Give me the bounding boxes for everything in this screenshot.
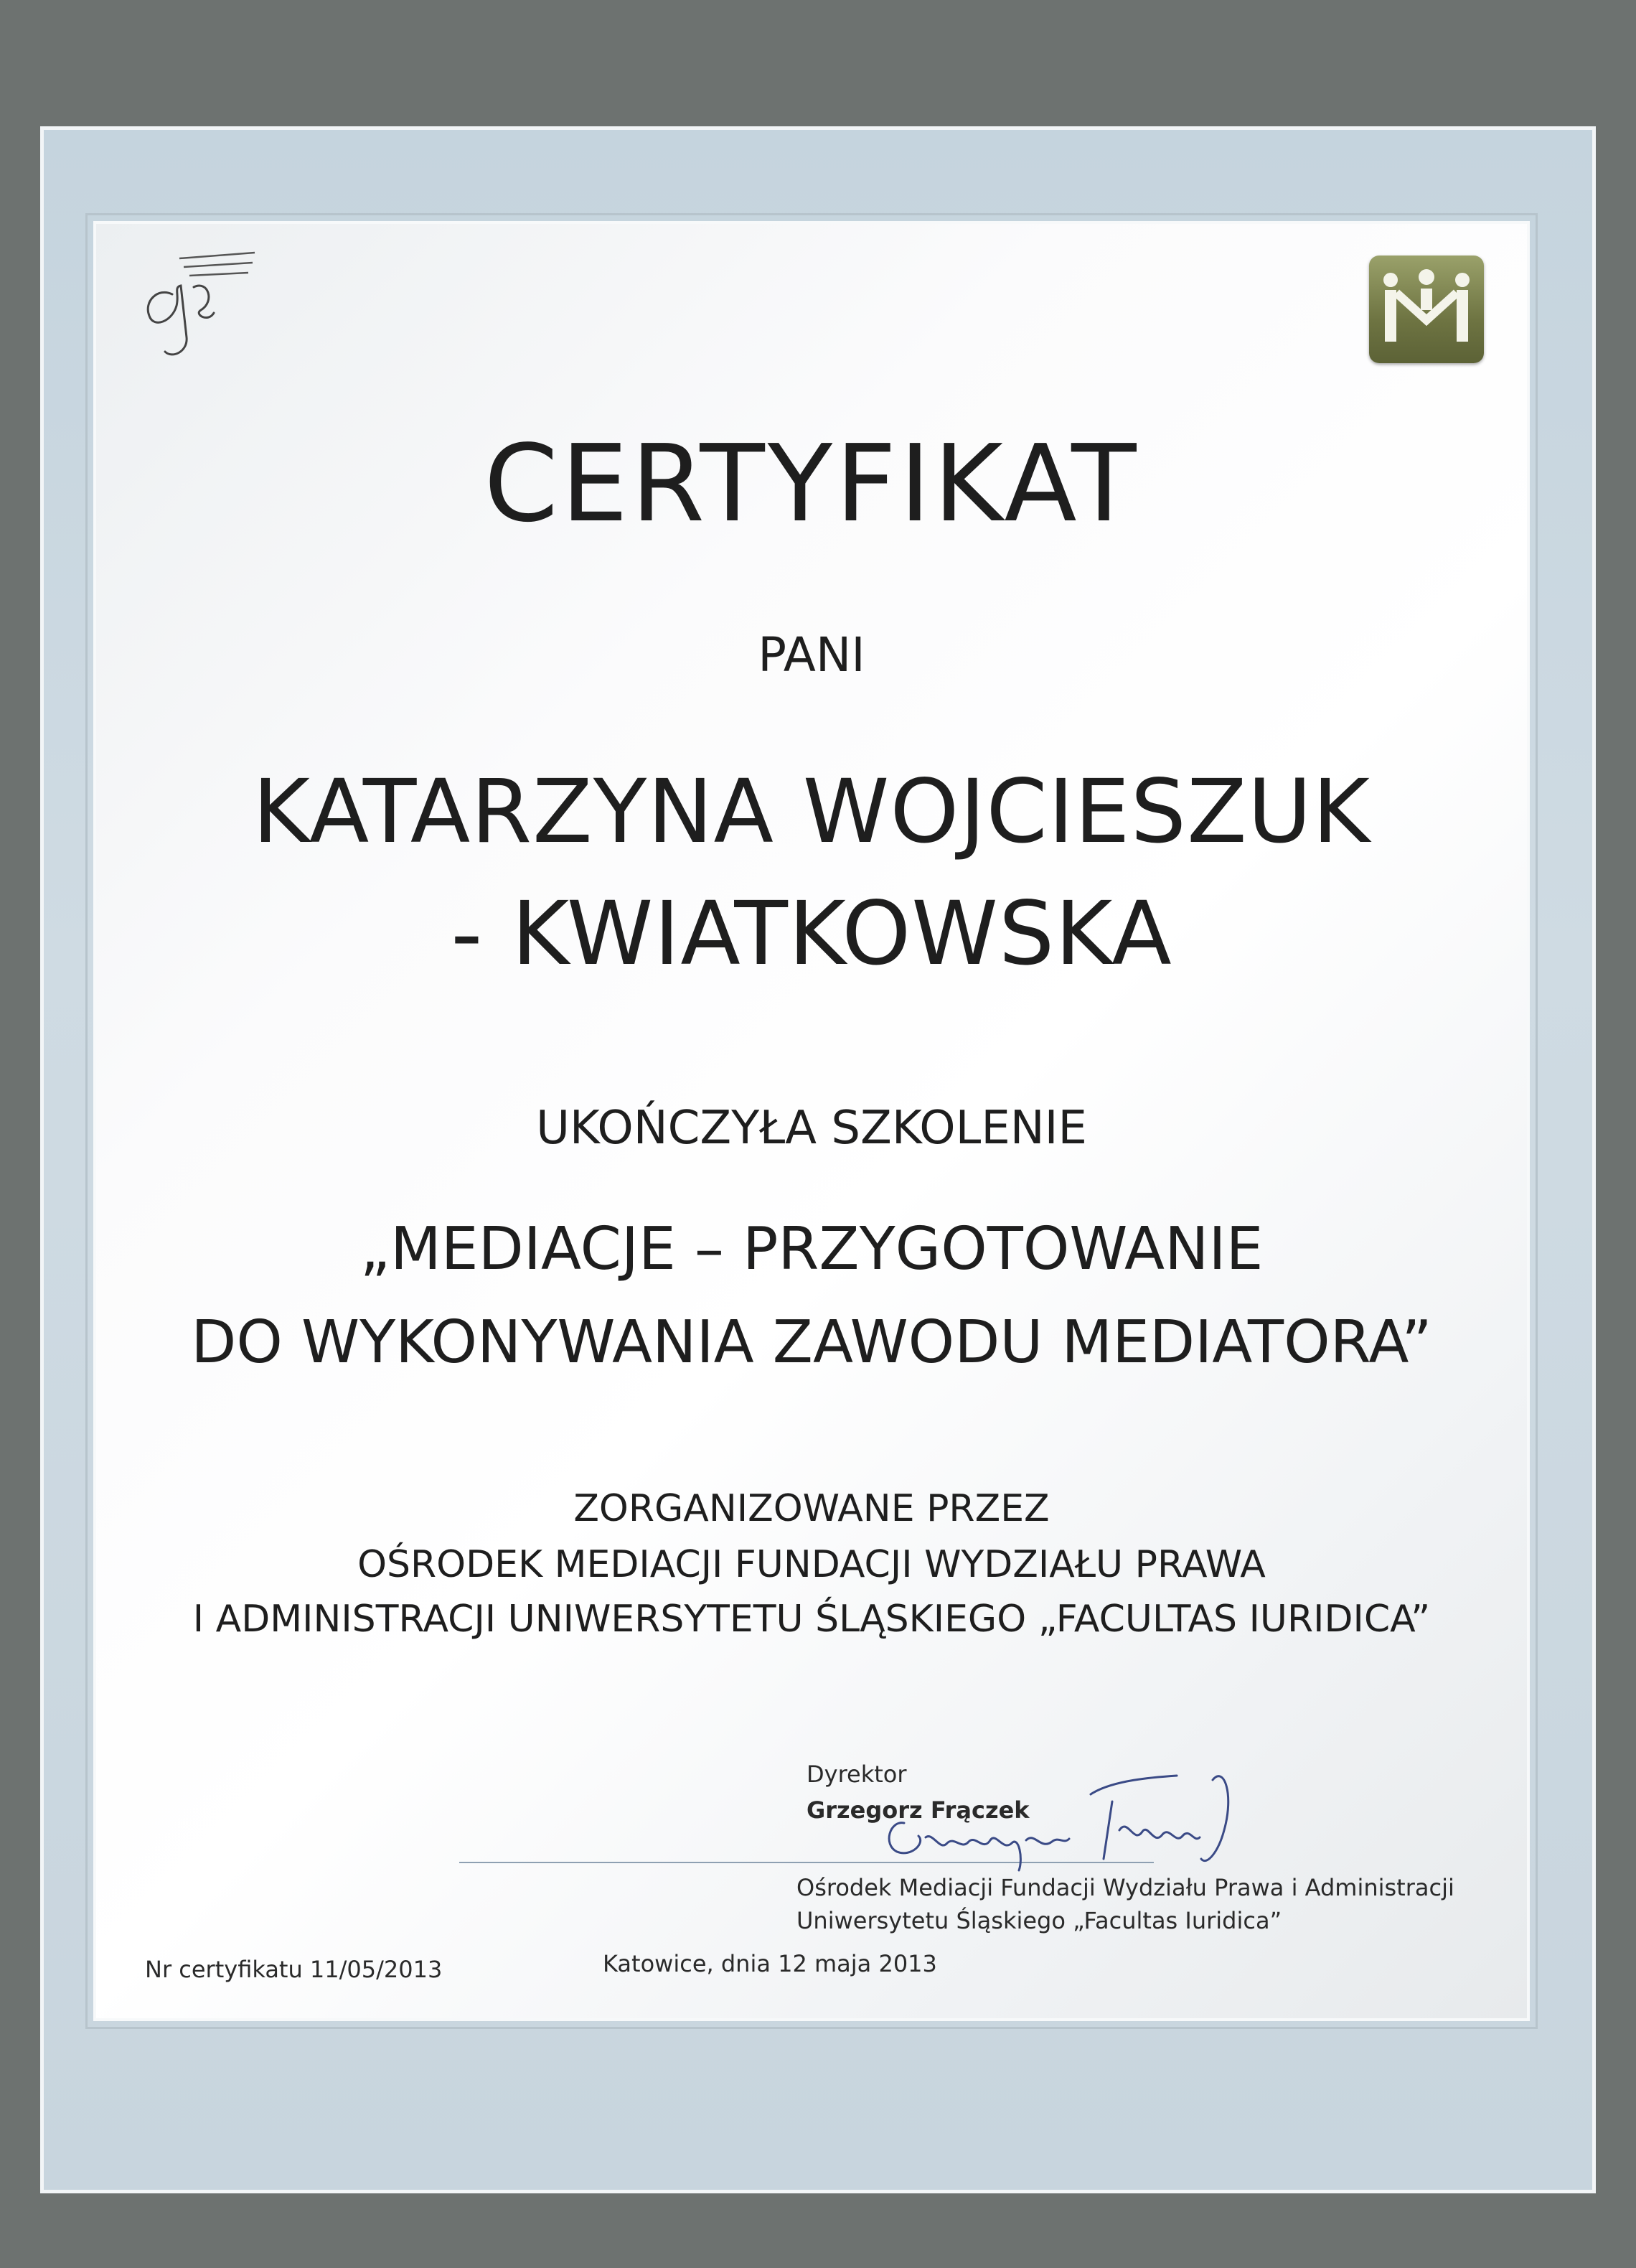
recipient-name-line1: KATARZYNA WOJCIESZUK	[253, 761, 1371, 863]
organizer-line2: OŚRODEK MEDIACJI FUNDACJI WYDZIAŁU PRAWA	[357, 1543, 1266, 1586]
signatory-role: Dyrektor	[807, 1761, 907, 1788]
mediation-logo-icon	[1369, 256, 1484, 363]
completed-text: UKOŃCZYŁA SZKOLENIE	[536, 1102, 1087, 1155]
organizer-line3: I ADMINISTRACJI UNIWERSYTETU ŚLĄSKIEGO „FACULTAS IURIDICA”	[192, 1598, 1431, 1641]
course-title-line1: „MEDIACJE – PRZYGOTOWANIE	[359, 1215, 1264, 1283]
course-title-line2: DO WYKONYWANIA ZAWODU MEDIATORA”	[191, 1308, 1432, 1377]
signatory-institution-line1: Ośrodek Mediacji Fundacji Wydziału Prawa i Administracji	[796, 1874, 1454, 1901]
organizer-line1: ZORGANIZOWANE PRZEZ	[573, 1487, 1050, 1530]
certificate-number: Nr certyfikatu 11/05/2013	[145, 1956, 443, 1983]
certificate-title: CERTYFIKAT	[484, 422, 1139, 545]
signatory-institution-line2: Uniwersytetu Śląskiego „Facultas Iuridica”	[796, 1907, 1282, 1934]
signatory-name: Grzegorz Frączek	[807, 1796, 1030, 1824]
handwritten-signature	[875, 1751, 1249, 1880]
recipient-name-line2: - KWIATKOWSKA	[451, 883, 1172, 985]
monogram-icon	[129, 244, 273, 366]
salutation: PANI	[758, 627, 865, 683]
place-and-date: Katowice, dnia 12 maja 2013	[603, 1950, 937, 1977]
